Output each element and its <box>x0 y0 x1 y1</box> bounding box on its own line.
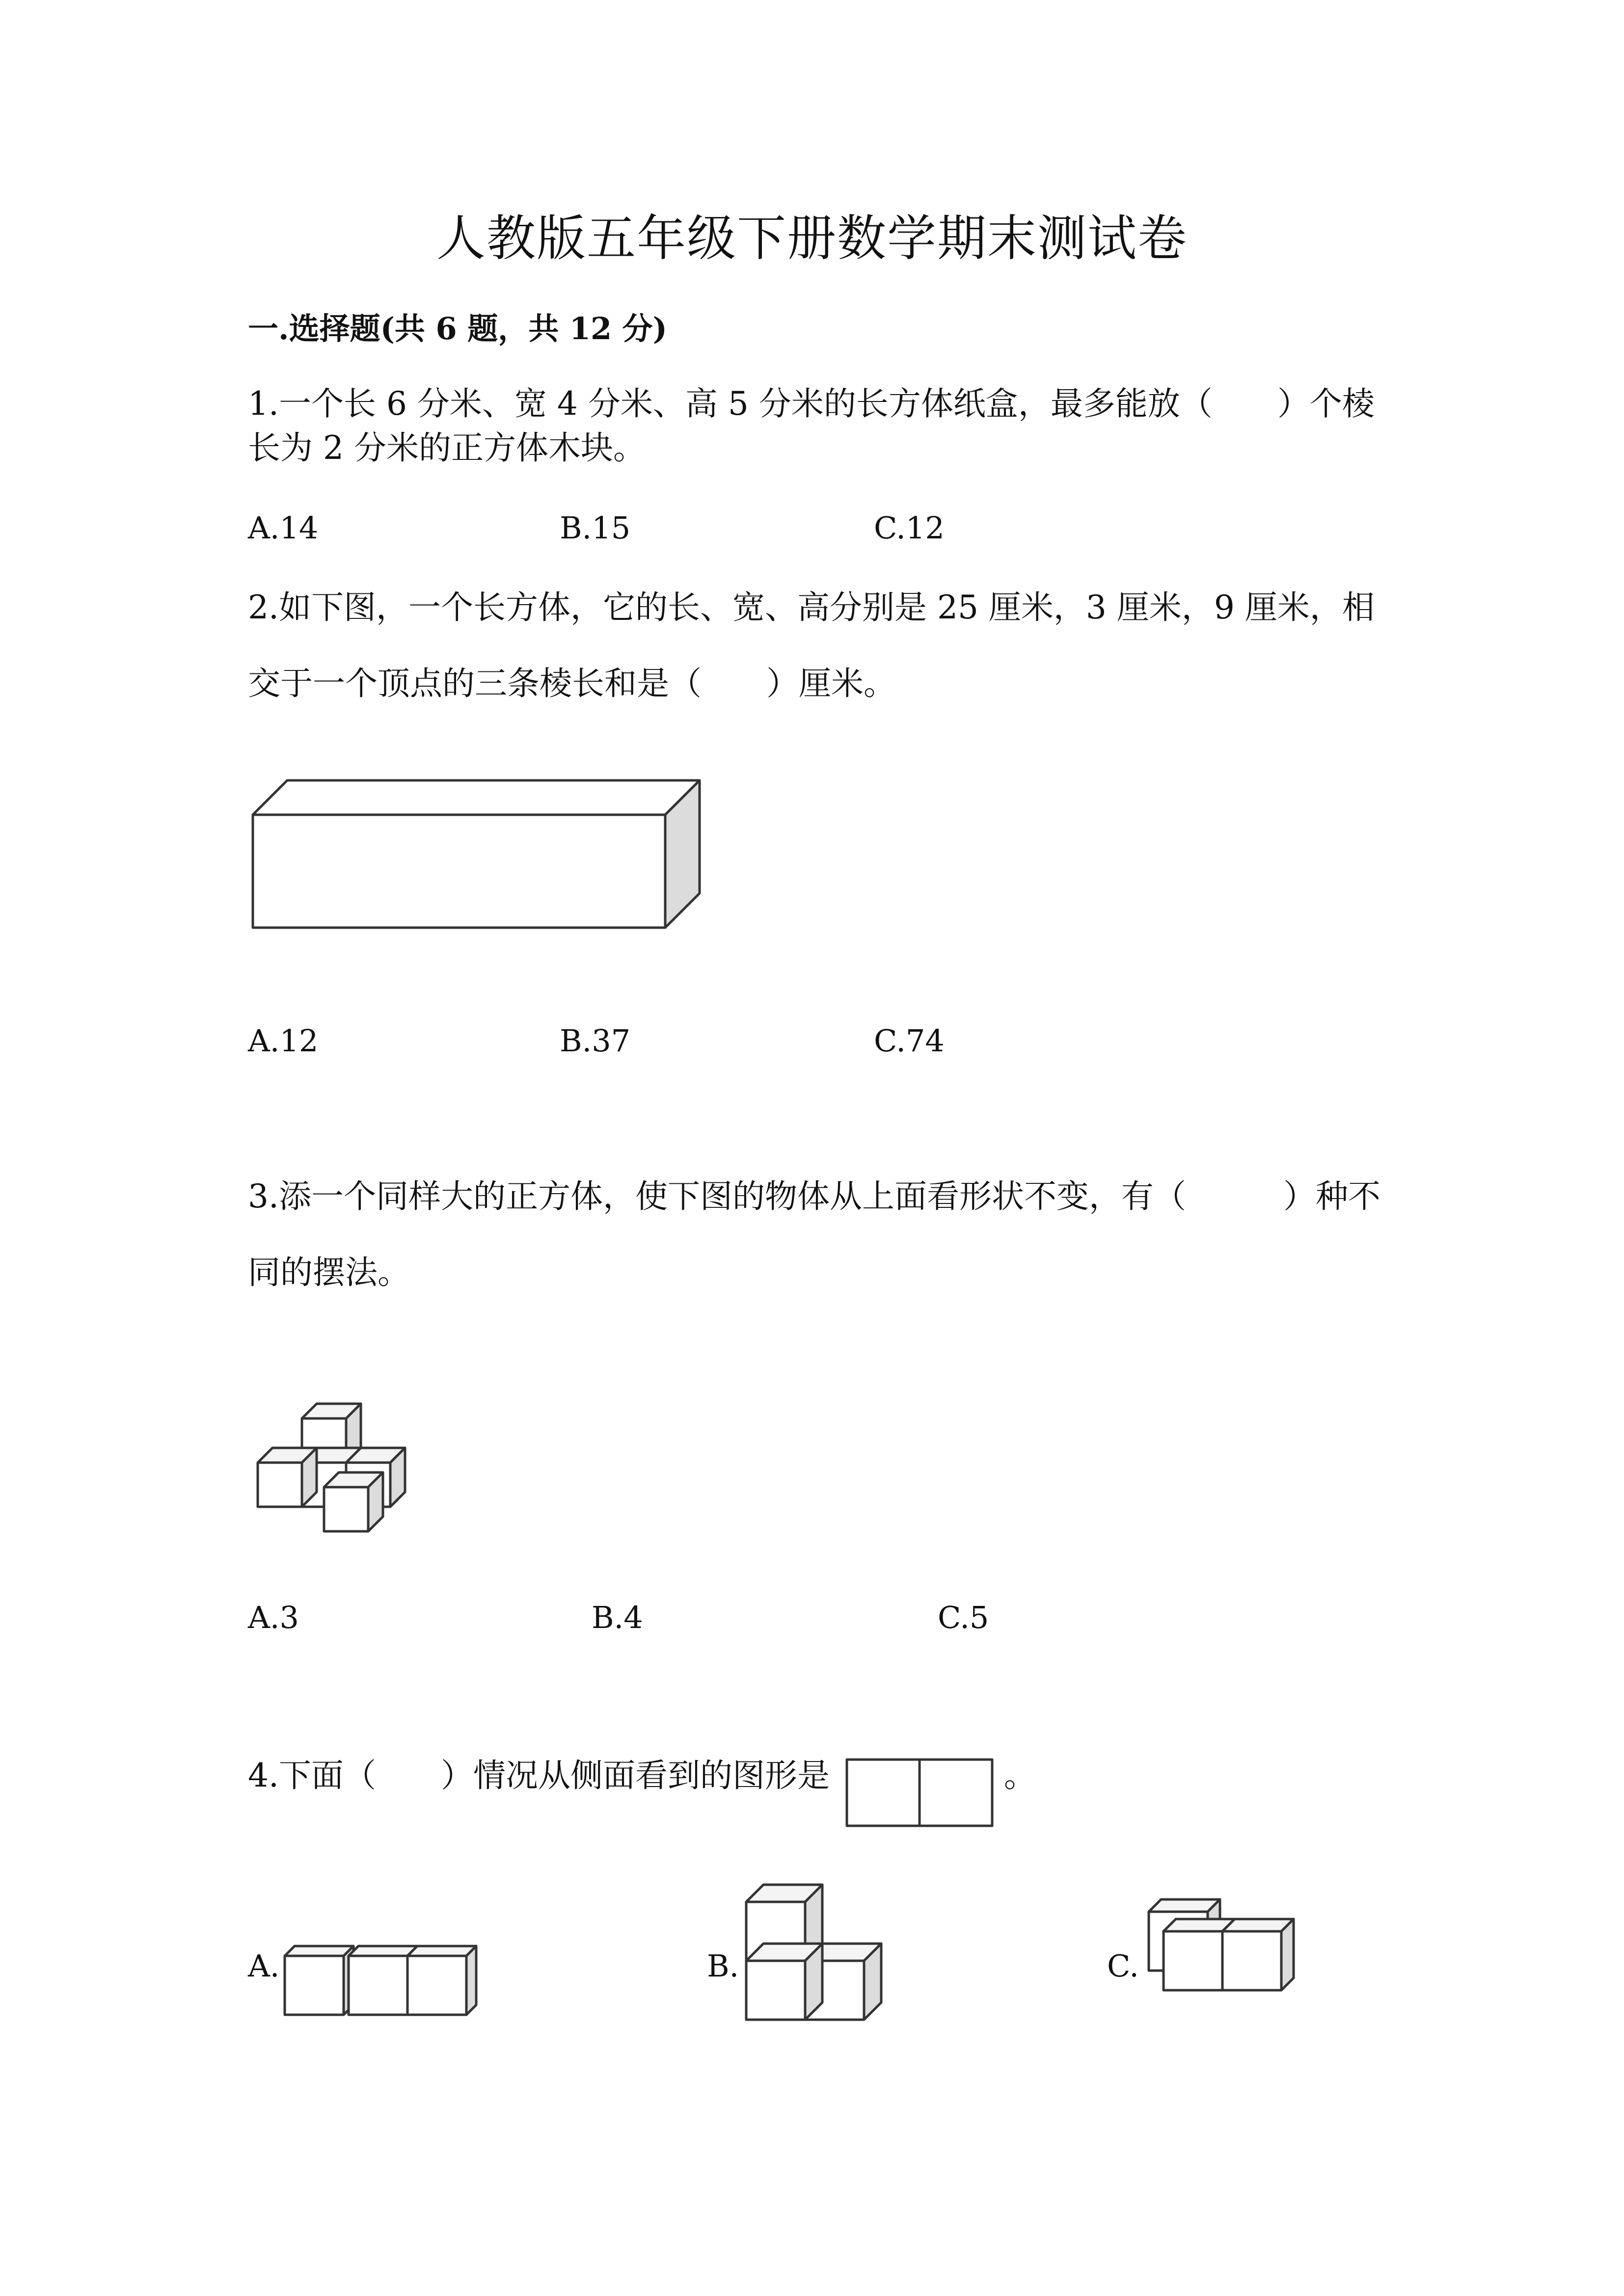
cube-a-1 <box>285 1946 353 2015</box>
question-3-option-b[interactable]: B.4 <box>592 1600 643 1635</box>
cube-c-front-right <box>1222 1919 1294 1990</box>
cuboid-figure <box>248 773 709 940</box>
question-3-line-1: 3.添一个同样大的正方体，使下图的物体从上面看形状不变，有（ ）种不 <box>248 1177 1380 1215</box>
page-title: 人教版五年级下册数学期末测试卷 <box>436 210 1188 267</box>
question-4-option-c[interactable]: C. <box>1107 1948 1139 1984</box>
question-1-line-1: 1.一个长 6 分米、宽 4 分米、高 5 分米的长方体纸盒，最多能放（ ）个棱 <box>248 385 1375 423</box>
question-4-option-a[interactable]: A. <box>248 1948 280 1984</box>
question-1-option-b[interactable]: B.15 <box>560 510 631 546</box>
question-2-option-b[interactable]: B.37 <box>560 1023 631 1059</box>
question-2-line-2: 交于一个顶点的三条棱长和是（ ）厘米。 <box>248 665 896 702</box>
question-2-option-c[interactable]: C.74 <box>874 1023 945 1059</box>
question-4-stem: 4.下面（ ）情况从侧面看到的图形是 <box>248 1757 830 1794</box>
question-1-line-2: 长为 2 分米的正方体木块。 <box>248 429 646 467</box>
question-3-line-2: 同的摆法。 <box>248 1254 410 1291</box>
question-4-option-b[interactable]: B. <box>707 1948 739 1984</box>
question-1-option-c[interactable]: C.12 <box>874 510 945 546</box>
cube-front <box>324 1472 383 1531</box>
cube-a-3 <box>407 1946 476 2015</box>
cube-left <box>258 1448 317 1507</box>
cube-stack-figure <box>250 1369 427 1512</box>
cube-b-left <box>746 1944 822 2020</box>
question-2-option-a[interactable]: A.12 <box>248 1023 319 1059</box>
section-heading: 一.选择题(共 6 题，共 12 分) <box>248 311 668 347</box>
option-a-cubes-figure <box>282 1926 493 2025</box>
option-c-cubes-figure <box>1144 1892 1311 2025</box>
question-1-option-a[interactable]: A.14 <box>248 510 319 546</box>
question-4-stem-end: 。 <box>1004 1757 1036 1794</box>
side-view-two-squares <box>844 1757 997 1831</box>
question-3-option-c[interactable]: C.5 <box>938 1600 989 1635</box>
question-3-option-a[interactable]: A.3 <box>248 1600 299 1635</box>
option-b-cubes-figure <box>744 1872 901 2025</box>
question-2-line-1: 2.如下图，一个长方体，它的长、宽、高分别是 25 厘米，3 厘米，9 厘米，相 <box>248 588 1375 626</box>
